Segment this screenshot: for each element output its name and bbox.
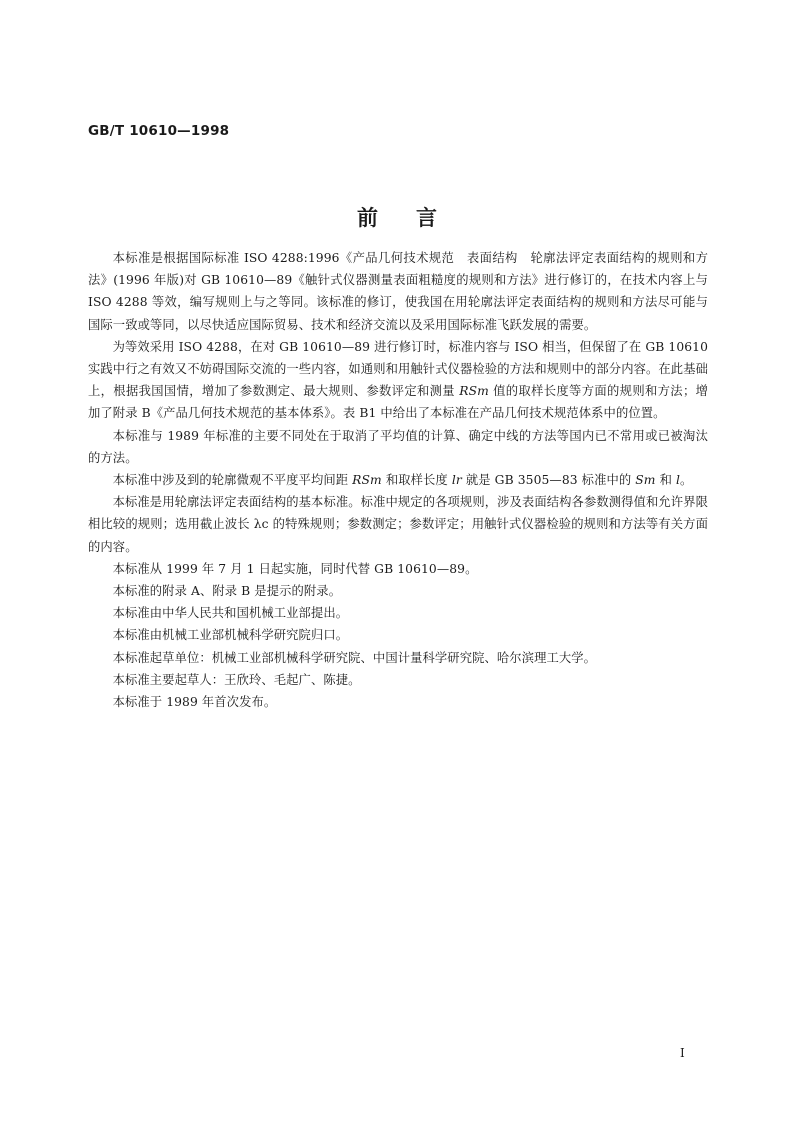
symbol-sm: Sm bbox=[635, 473, 656, 488]
paragraph: 本标准与 1989 年标准的主要不同处在于取消了平均值的计算、确定中线的方法等国内已不常用或已被淘汰的方法。 bbox=[88, 428, 708, 465]
paragraph: 本标准是根据国际标准 ISO 4288:1996《产品几何技术规范 表面结构 轮廓法评定表面结构的规则和方法》(1996 年版)对 GB 10610—89《触针式仪器测量表面粗糙度的规则和方法》进行修订的，在技术内容上与 ISO 4288 等效，编写规则上与之等同。该标准的修订，使我国在用轮廓法评定表面结构的规则和方法尽可能与国际一致或等同，以尽快适应国际贸易、技术和经济交流以及采用国际标准飞跃发展的需要。 bbox=[88, 251, 708, 332]
paragraph: 本标准是用轮廓法评定表面结构的基本标准。标准中规定的各项规则，涉及表面结构各参数测得值和允许界限相比较的规则；选用截止波长 λc 的特殊规则；参数测定；参数评定；用触针式仪器检验的规则和方法等有关方面的内容。 bbox=[88, 495, 708, 554]
symbol-rsm: RSm bbox=[459, 384, 489, 399]
paragraph: 本标准由机械工业部机械科学研究院归口。 bbox=[112, 628, 349, 643]
paragraph: 本标准由中华人民共和国机械工业部提出。 bbox=[112, 606, 349, 621]
paragraph: 本标准于 1989 年首次发布。 bbox=[112, 695, 277, 710]
page-title: 前言 bbox=[357, 206, 475, 230]
paragraph: 本标准起草单位：机械工业部机械科学研究院、中国计量科学研究院、哈尔滨理工大学。 bbox=[112, 650, 597, 665]
paragraph: 本标准从 1999 年 7 月 1 日起实施，同时代替 GB 10610—89。 bbox=[112, 561, 478, 576]
paragraph: 本标准中涉及到的轮廓微观不平度平均间距 RSm 和取样长度 lr 就是 GB 3505—83 标准中的 Sm 和 l。 bbox=[112, 473, 693, 488]
symbol-rsm: RSm bbox=[352, 473, 382, 488]
standard-code: GB/T 10610—1998 bbox=[88, 123, 230, 139]
paragraph: 本标准的附录 A、附录 B 是提示的附录。 bbox=[112, 584, 342, 599]
paragraph: 为等效采用 ISO 4288，在对 GB 10610—89 进行修订时，标准内容与 ISO 相当，但保留了在 GB 10610实践中行之有效又不妨碍国际交流的一些内容，如通则和用触针式仪器检验的方法和规则中的部分内容。在此基础上，根据我国国情，增加了参数测定、最大规则、参数评定和测量 RSm 值的取样长度等方面的规则和方法；增加了附录 B《产品几何技术规范的基本体系》。表 B1 中给出了本标准在产品几何技术规范体系中的位置。 bbox=[88, 339, 709, 421]
paragraph: 本标准主要起草人：王欣玲、毛起广、陈捷。 bbox=[112, 672, 361, 687]
symbol-lr: lr bbox=[451, 473, 462, 488]
page-number: I bbox=[680, 1046, 685, 1060]
foreword-body bbox=[88, 247, 708, 713]
symbol-l: l bbox=[676, 473, 681, 488]
